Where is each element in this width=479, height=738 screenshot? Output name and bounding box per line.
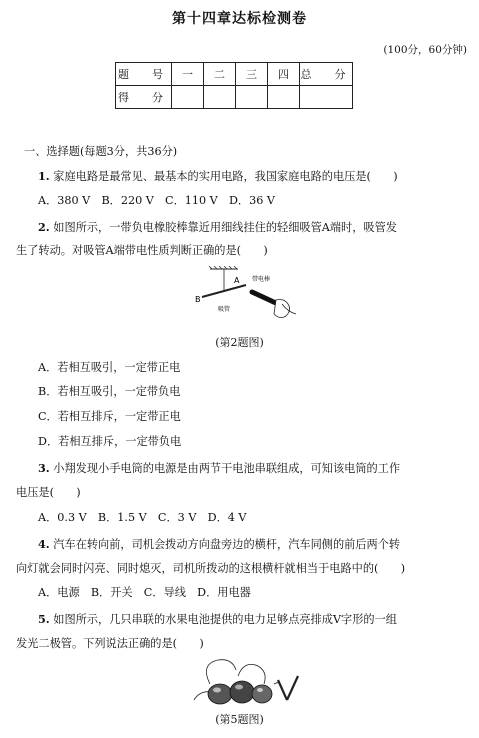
question-5	[38, 611, 479, 628]
score-time-info: (100分，60分钟)	[383, 44, 467, 56]
question-text-cont: 电压是( )	[16, 486, 81, 499]
page-title: 第十四章达标检测卷	[172, 11, 307, 27]
question-3	[38, 460, 479, 477]
score-table-cell: 一	[172, 63, 204, 86]
label-straw: 吸管	[218, 306, 231, 313]
score-input-cell[interactable]	[268, 86, 300, 109]
score-table-cell: 题 号	[116, 63, 172, 86]
option-a: A．若相互吸引，一定带正电	[38, 361, 181, 374]
figure-caption: (第2题图)	[215, 336, 264, 349]
question-2	[38, 219, 479, 236]
label-rod: 带电棒	[252, 276, 271, 283]
label-b: B	[195, 295, 201, 304]
score-table	[115, 62, 353, 109]
score-table-cell: 得 分	[116, 86, 172, 109]
score-table-header-row	[116, 63, 353, 86]
question-4	[38, 536, 479, 553]
figure-q2-charged-rod	[192, 266, 302, 328]
question-text: 如图所示，几只串联的水果电池提供的电力足够点亮排成V字形的一组	[53, 613, 397, 626]
score-table-cell: 四	[268, 63, 300, 86]
option-b: B．若相互吸引，一定带负电	[38, 385, 181, 398]
question-text: 小翔发现小手电筒的电源是由两节干电池串联组成，可知该电筒的工作	[53, 462, 401, 475]
label-a: A	[234, 276, 240, 285]
question-text: 汽车在转向前，司机会拨动方向盘旁边的横杆，汽车同侧的前后两个转	[53, 538, 401, 551]
score-input-cell[interactable]	[236, 86, 268, 109]
score-input-cell[interactable]	[172, 86, 204, 109]
score-table-cell: 总 分	[300, 63, 353, 86]
score-table-cell: 二	[204, 63, 236, 86]
option-d: D．若相互排斥，一定带负电	[38, 435, 182, 448]
question-text: 家庭电路是最常见、最基本的实用电路，我国家庭电路的电压是( )	[53, 170, 398, 183]
score-table-cell: 三	[236, 63, 268, 86]
option-c: C．若相互排斥，一定带正电	[38, 410, 181, 423]
question-number: 4.	[38, 537, 50, 551]
question-number: 5.	[38, 612, 50, 626]
score-input-cell[interactable]	[204, 86, 236, 109]
question-text: 如图所示，一带负电橡胶棒靠近用细线挂住的轻细吸管A端时，吸管发	[53, 221, 397, 234]
question-number: 3.	[38, 461, 50, 475]
question-text-cont: 向灯就会同时闪亮、同时熄灭，司机所拨动的这根横杆就相当于电路中的( )	[16, 562, 406, 575]
figure-q5-fruit-battery	[190, 656, 302, 708]
question-text-cont: 发光二极管。下列说法正确的是( )	[16, 637, 204, 650]
question-number: 2.	[38, 220, 50, 234]
question-4-options: A．电源 B．开关 C．导线 D．用电器	[38, 586, 251, 599]
score-input-cell[interactable]	[300, 86, 353, 109]
question-text-cont: 生了转动。对吸管A端带电性质判断正确的是( )	[16, 244, 268, 257]
question-3-options: A．0.3 V B．1.5 V C．3 V D．4 V	[38, 511, 247, 524]
question-1	[38, 168, 479, 185]
figure-caption: (第5题图)	[215, 713, 264, 726]
question-1-options: A．380 V B．220 V C．110 V D．36 V	[38, 194, 275, 207]
question-number: 1.	[38, 169, 50, 183]
section-heading: 一、选择题(每题3分，共36分)	[24, 145, 178, 158]
score-table-score-row	[116, 86, 353, 109]
